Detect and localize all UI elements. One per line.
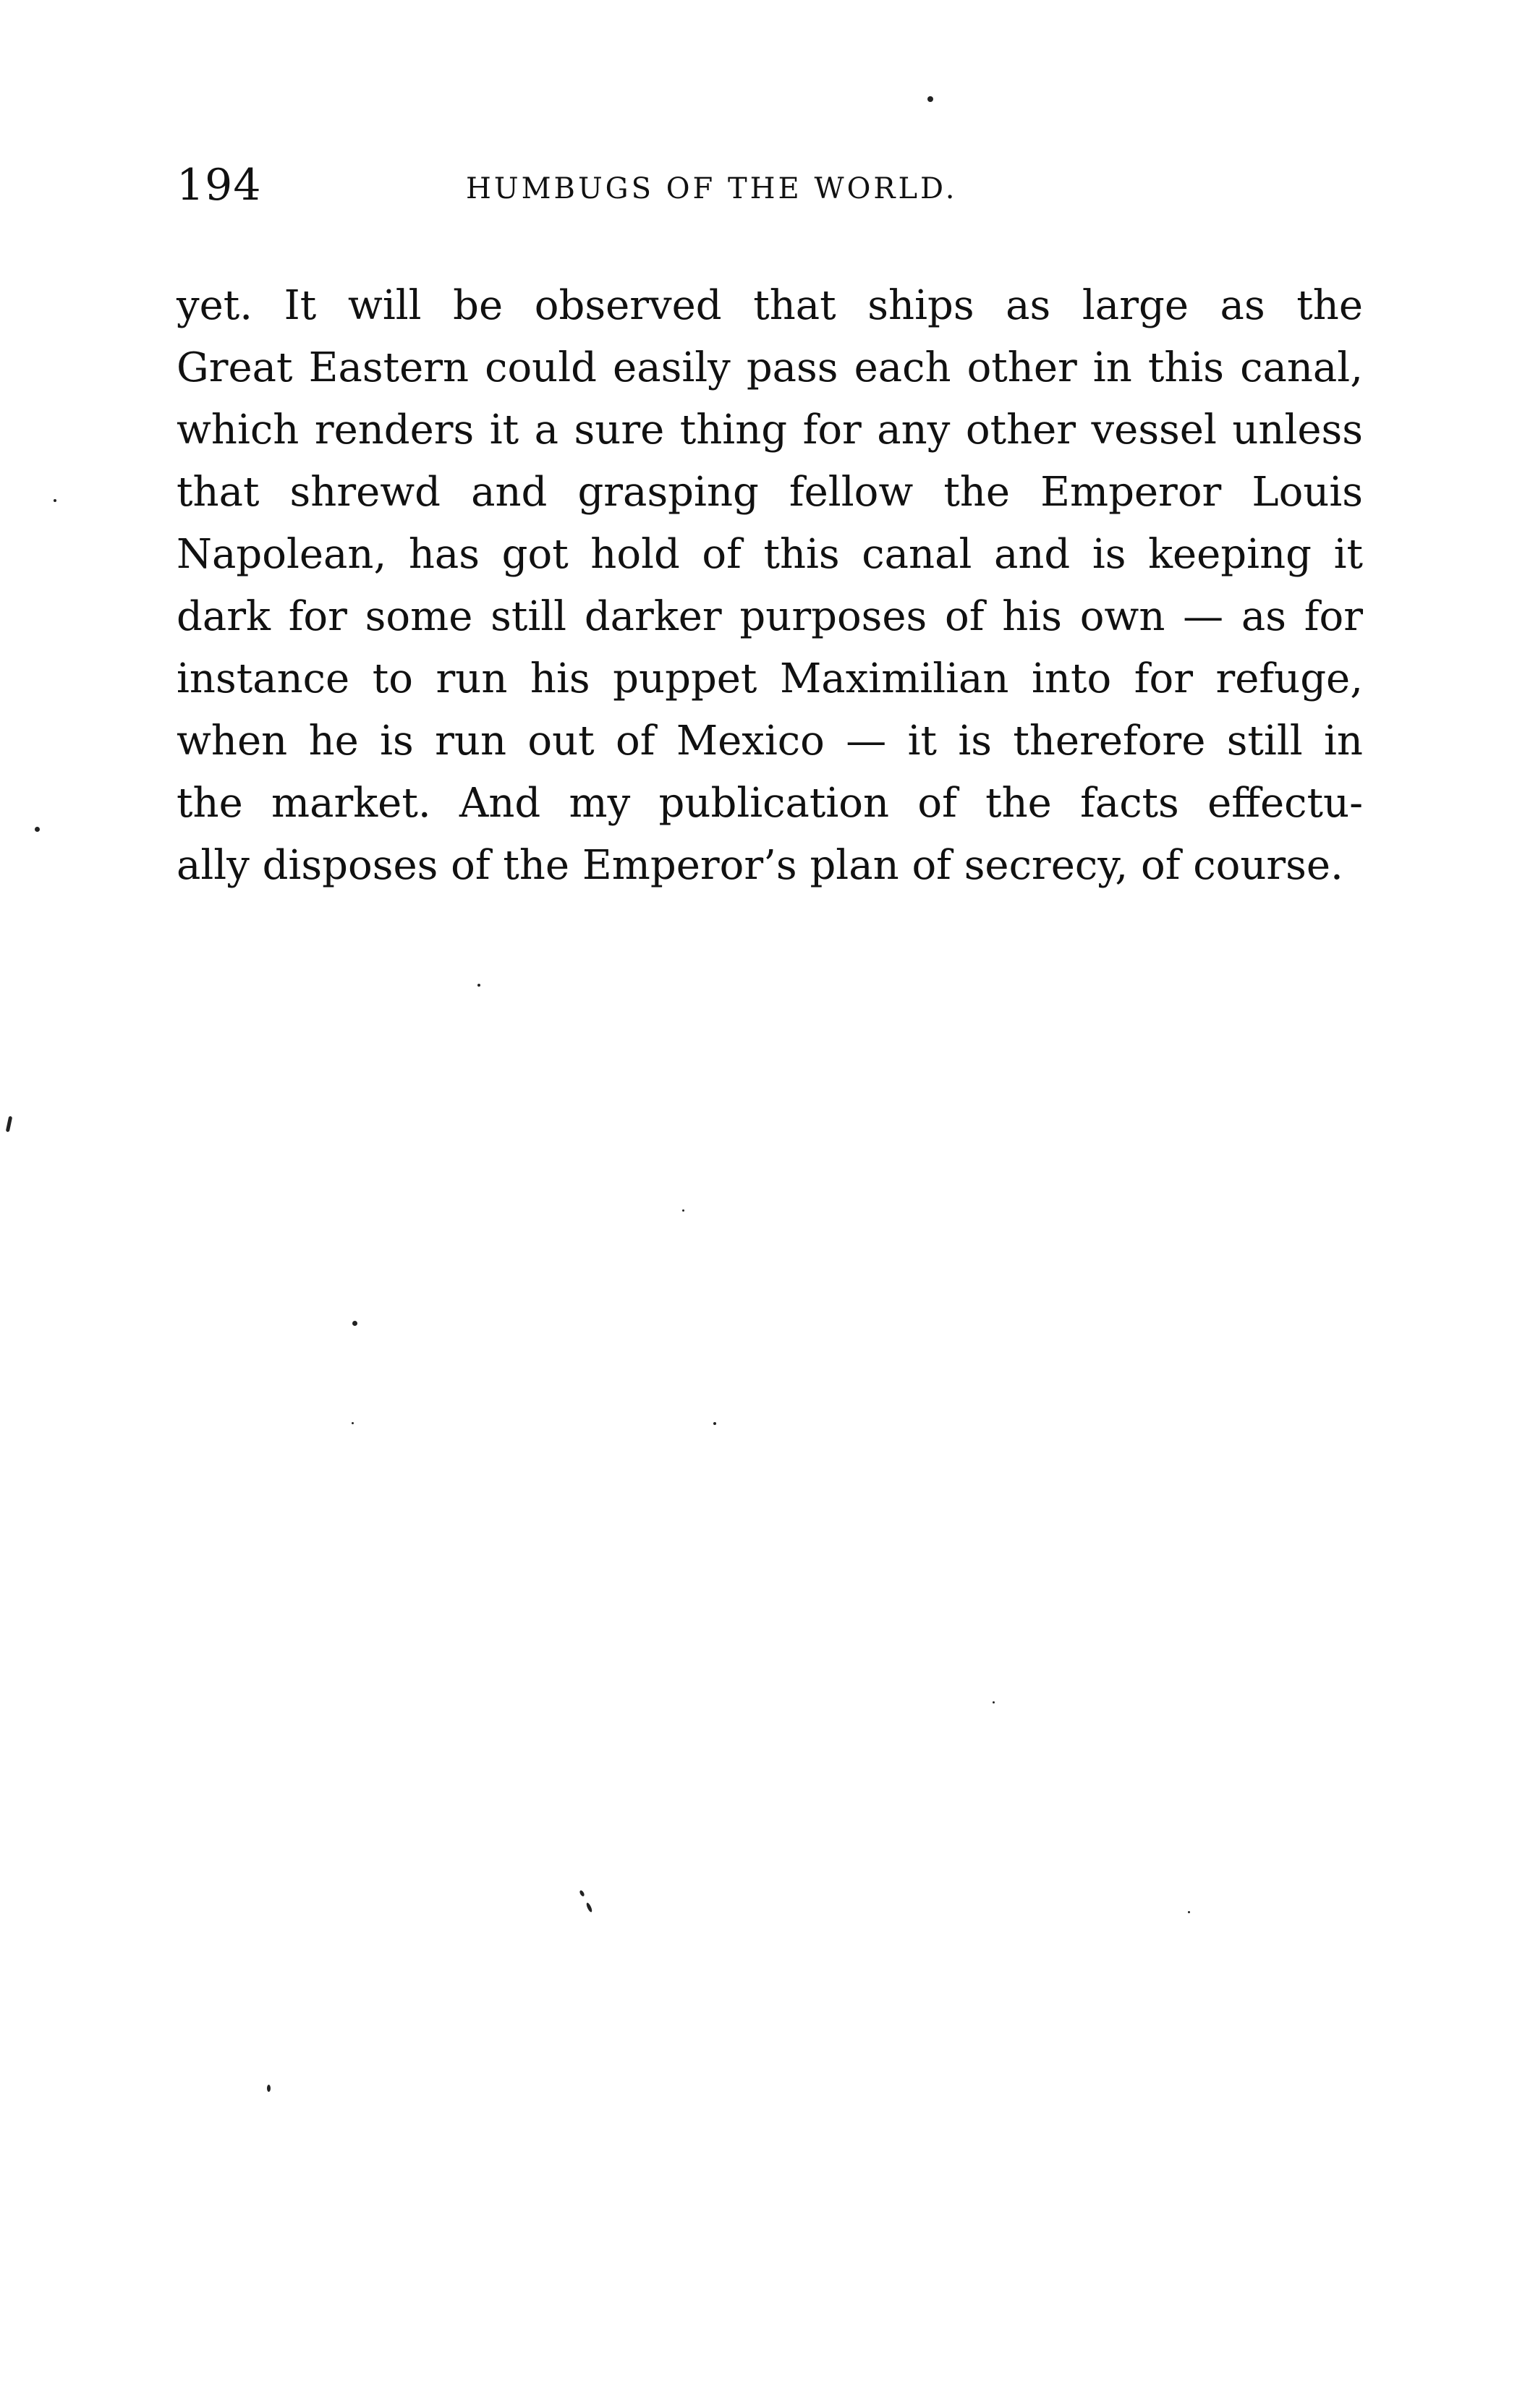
scan-speck	[54, 499, 56, 502]
text-line: which renders it a sure thing for any other vessel unless	[177, 407, 1363, 454]
scan-speck	[927, 96, 933, 102]
body-text	[177, 275, 1363, 897]
scan-speck	[1188, 1911, 1190, 1913]
scan-speck	[585, 1902, 592, 1913]
scan-speck	[35, 827, 40, 832]
scan-speck	[6, 1116, 12, 1133]
scan-speck	[993, 1701, 995, 1703]
text-line: that shrewd and grasping fellow the Emperor Louis	[177, 469, 1363, 516]
scan-speck	[267, 2085, 271, 2092]
text-line: yet. It will be observed that ships as large as the	[177, 282, 1363, 329]
text-line: dark for some still darker purposes of his own — as for	[177, 593, 1363, 640]
text-line: Napolean, has got hold of this canal and is keeping it	[177, 531, 1363, 578]
text-line: Great Eastern could easily pass each other in this canal,	[177, 344, 1363, 391]
text-line: instance to run his puppet Maximilian into for refuge,	[177, 655, 1363, 702]
scan-speck	[682, 1209, 684, 1212]
running-head	[177, 156, 1363, 214]
text-line: ally disposes of the Emperor’s plan of secrecy, of course.	[177, 842, 1343, 889]
text-line: the market. And my publication of the facts effectu-	[177, 780, 1363, 827]
scan-speck	[352, 1422, 354, 1424]
scan-speck	[352, 1321, 357, 1326]
scan-speck	[579, 1889, 585, 1897]
page-number: 194	[177, 160, 262, 210]
scan-speck	[713, 1422, 716, 1425]
scan-speck	[477, 984, 480, 987]
running-title: HUMBUGS OF THE WORLD.	[466, 172, 958, 205]
text-line: when he is run out of Mexico — it is therefore still in	[177, 718, 1363, 765]
